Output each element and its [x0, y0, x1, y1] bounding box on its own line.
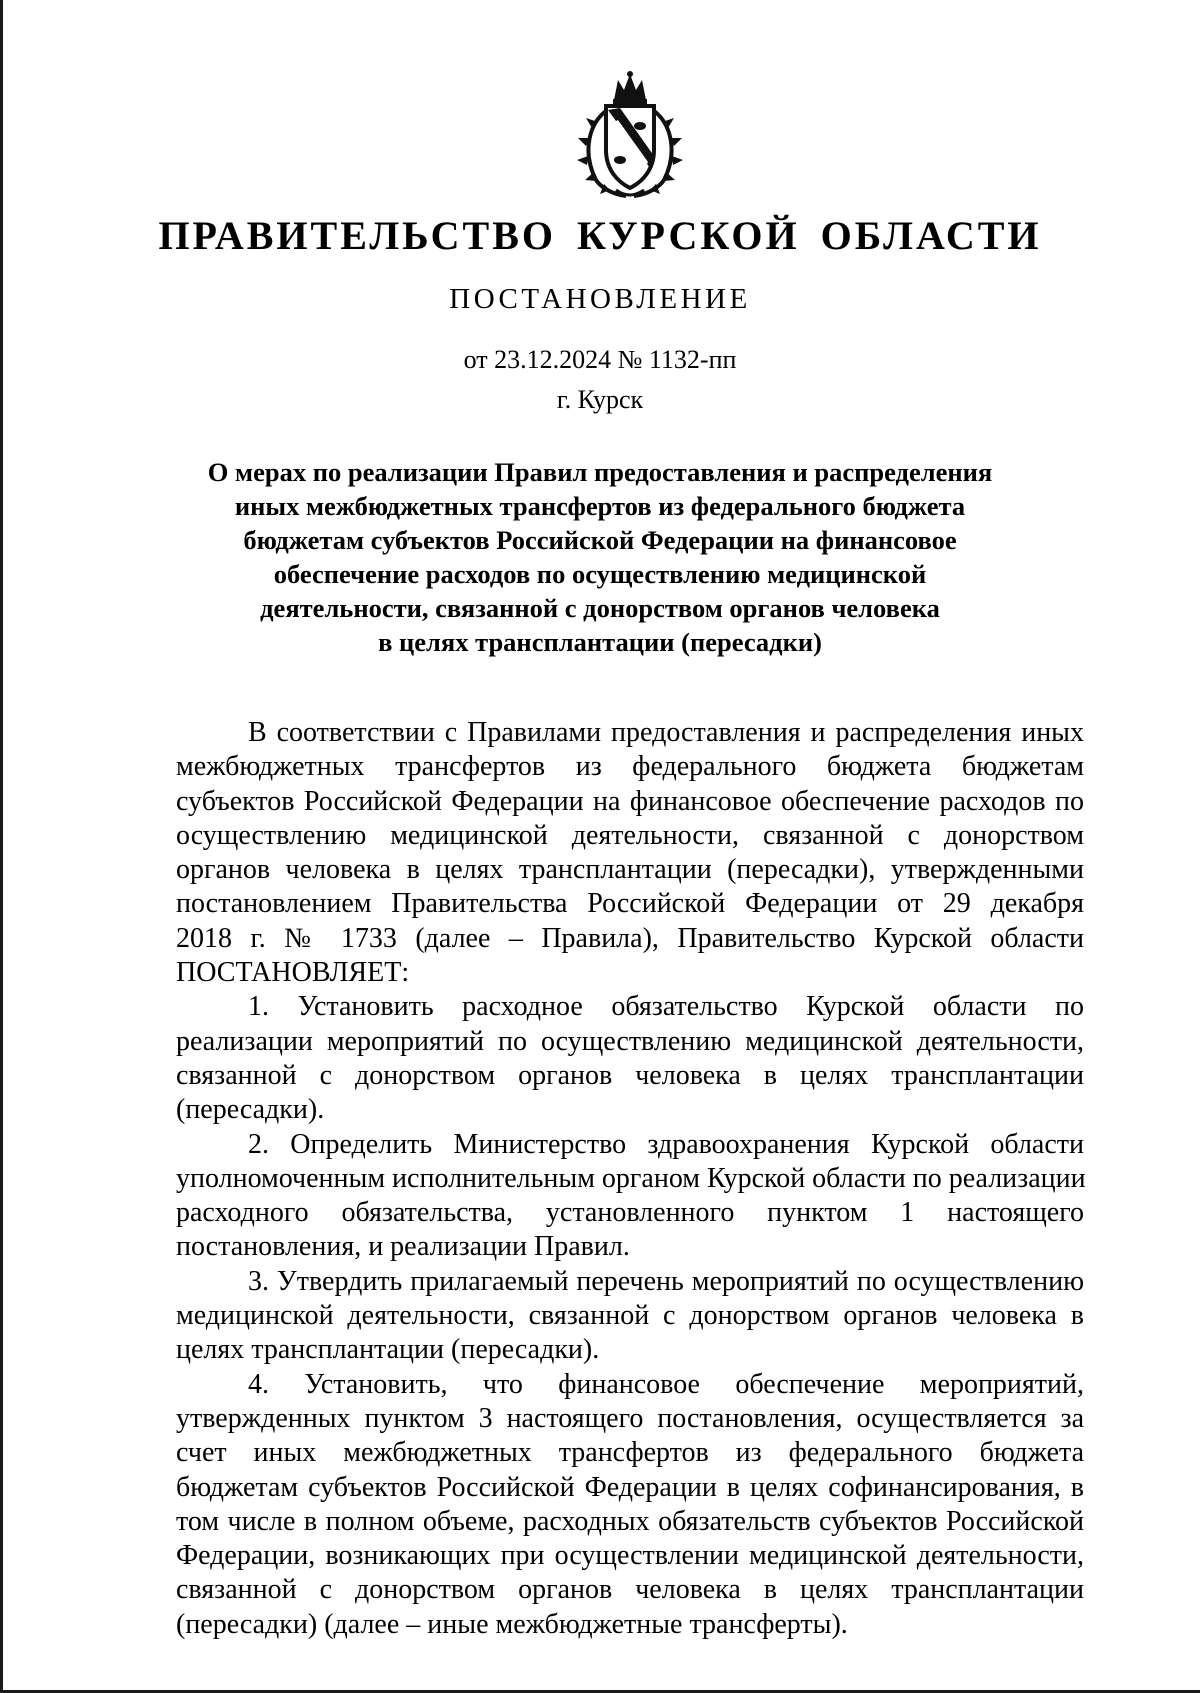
body-line: 3. Утвердить прилагаемый перечень мероприятий по осуществлению: [248, 1265, 1084, 1297]
document-date-number: от 23.12.2024 № 1132-пп: [463, 345, 737, 374]
body-line: связанной с донорством органов человека в целях трансплантации: [176, 1574, 1084, 1606]
body-line: расходного обязательства, установленного пунктом 1 настоящего: [176, 1197, 1084, 1229]
body-line: медицинской деятельности, связанной с донорством органов человека в: [176, 1300, 1084, 1332]
body-line: осуществлению медицинской деятельности, связанной с донорством: [176, 819, 1084, 851]
body-line: уполномоченным исполнительным органом Курской области по реализации: [176, 1162, 1086, 1194]
body-line: связанной с донорством органов человека в целях трансплантации: [176, 1059, 1084, 1091]
body-line: (пересадки).: [176, 1094, 325, 1126]
body-line: Федерации, возникающих при осуществлении медицинской деятельности,: [176, 1540, 1084, 1572]
body-line: постановления, и реализации Правил.: [176, 1231, 630, 1263]
body-line: бюджетам субъектов Российской Федерации в целях софинансирования, в: [176, 1471, 1084, 1503]
paragraph-item-3: [176, 1265, 1084, 1368]
body-line: утвержденных пунктом 3 настоящего постановления, осуществляется за: [176, 1402, 1084, 1434]
body-line: счет иных межбюджетных трансфертов из федерального бюджета: [176, 1437, 1084, 1469]
subject-line: О мерах по реализации Правил предоставления и распределения: [207, 457, 993, 487]
document-subject: [200, 455, 1000, 659]
body-line: В соответствии с Правилами предоставления и распределения иных: [248, 717, 1084, 748]
paragraph-item-2: [176, 1128, 1084, 1265]
coat-of-arms-icon: [570, 70, 690, 200]
paragraph-item-4: [176, 1368, 1084, 1642]
body-line: органов человека в целях трансплантации (пересадки), утвержденными: [176, 854, 1084, 886]
body-line: реализации мероприятий по осуществлению медицинской деятельности,: [176, 1025, 1084, 1057]
body-line: (пересадки) (далее – иные межбюджетные трансферты).: [176, 1608, 848, 1640]
subject-line: деятельности, связанной с донорством органов человека: [260, 593, 940, 623]
subject-line: обеспечение расходов по осуществлению медицинской: [273, 559, 927, 589]
body-line: субъектов Российской Федерации на финансовое обеспечение расходов по: [176, 785, 1084, 817]
body-line: 2018 г. № 1733 (далее – Правила), Правительство Курской области: [176, 922, 1084, 954]
subject-line: в целях трансплантации (пересадки): [378, 627, 822, 657]
paragraph-preamble: [176, 716, 1084, 990]
body-line: постановлением Правительства Российской Федерации от 29 декабря: [176, 888, 1084, 920]
document-body: [176, 716, 1084, 1642]
organization-title: ПРАВИТЕЛЬСТВО КУРСКОЙ ОБЛАСТИ: [158, 213, 1042, 258]
body-line: целях трансплантации (пересадки).: [176, 1334, 600, 1366]
body-line: 2. Определить Министерство здравоохранения Курской области: [248, 1128, 1084, 1160]
body-line: ПОСТАНОВЛЯЕТ:: [176, 957, 410, 989]
body-line: 4. Установить, что финансовое обеспечение мероприятий,: [248, 1368, 1084, 1400]
body-line: 1. Установить расходное обязательство Курской области по: [248, 991, 1084, 1023]
paragraph-item-1: [176, 990, 1084, 1127]
body-line: межбюджетных трансфертов из федерального бюджета бюджетам: [176, 751, 1084, 783]
subject-line: бюджетам субъектов Российской Федерации на финансовое: [243, 525, 957, 555]
body-line: том числе в полном объеме, расходных обязательств субъектов Российской: [176, 1505, 1084, 1537]
subject-line: иных межбюджетных трансфертов из федерального бюджета: [234, 491, 966, 521]
document-type: ПОСТАНОВЛЕНИЕ: [449, 283, 751, 315]
document-city: г. Курск: [556, 385, 644, 414]
